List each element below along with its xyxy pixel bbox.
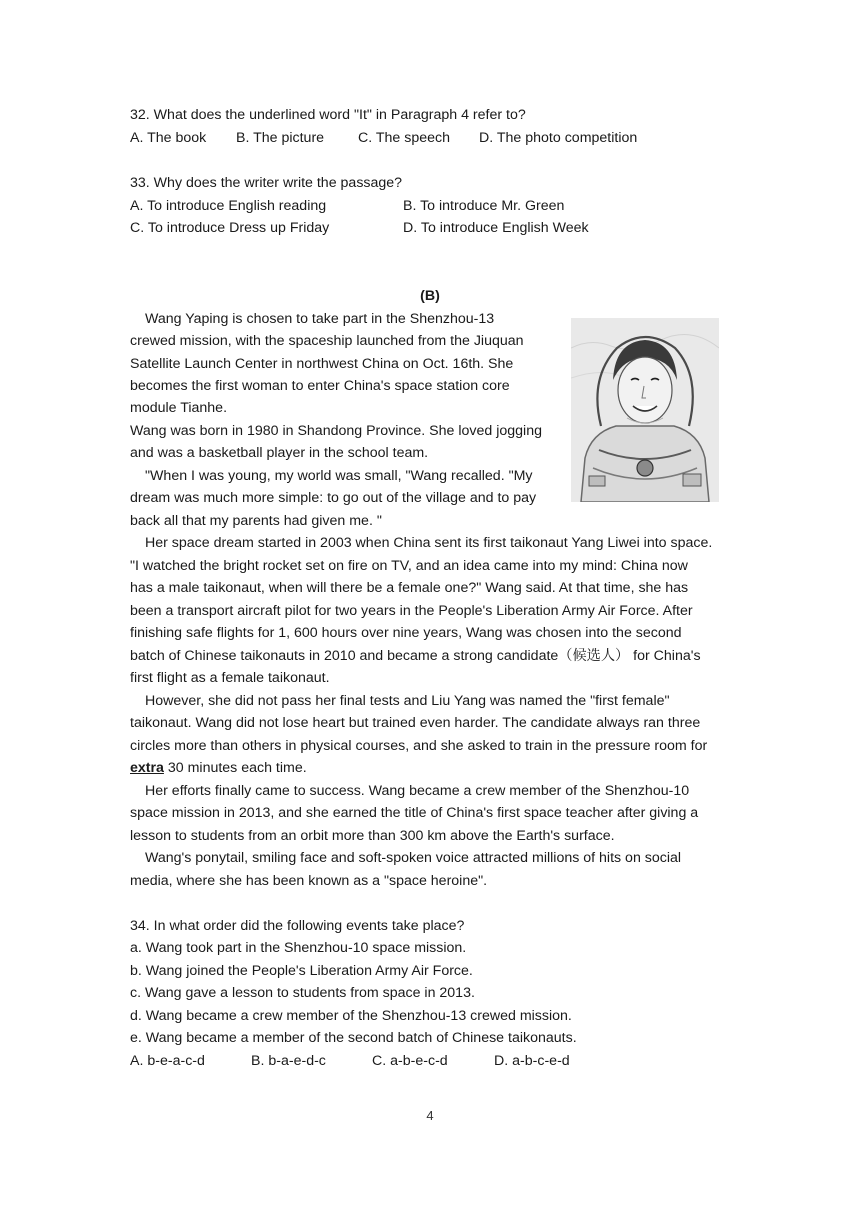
passage-line: Her efforts finally came to success. Wang became a crew member of the Shenzhou-10	[145, 783, 690, 799]
passage-line: finishing safe flights for 1, 600 hours over nine years, Wang was chosen into the second	[130, 625, 682, 641]
passage-line: circles more than others in physical courses, and she asked to train in the pressure room for	[130, 738, 708, 754]
q32-option-d: D. The photo competition	[479, 130, 638, 146]
passage-line: back all that my parents had given me. "	[130, 513, 382, 529]
passage-line: crewed mission, with the spaceship launched from the Jiuquan	[130, 333, 524, 349]
passage-line: has a male taikonaut, when will there be a female one?" Wang said. At that time, she has	[130, 580, 689, 596]
q34-option-c: C. a-b-e-c-d	[372, 1053, 448, 1069]
q34-option-a: A. b-e-a-c-d	[130, 1053, 205, 1069]
q34-event-e: e. Wang became a member of the second batch of Chinese taikonauts.	[130, 1030, 577, 1046]
q32-option-a: A. The book	[130, 130, 207, 146]
passage-line-extra	[130, 757, 307, 779]
passage-line: media, where she has been known as a "space heroine".	[130, 873, 488, 889]
q32-option-b: B. The picture	[236, 130, 325, 146]
q34-option-b: B. b-a-e-d-c	[251, 1053, 326, 1069]
passage-line: Satellite Launch Center in northwest China on Oct. 16th. She	[130, 356, 514, 372]
q33-option-a: A. To introduce English reading	[130, 198, 327, 214]
q33-option-c: C. To introduce Dress up Friday	[130, 220, 330, 236]
q33-option-b: B. To introduce Mr. Green	[403, 198, 565, 214]
question-32-text: 32. What does the underlined word "It" in Paragraph 4 refer to?	[130, 107, 526, 123]
underlined-word-extra: extra	[130, 760, 164, 776]
passage-line-extra-rest: 30 minutes each time.	[167, 760, 307, 776]
q34-option-d: D. a-b-c-e-d	[494, 1053, 570, 1069]
passage-line: module Tianhe.	[130, 400, 228, 416]
section-title: (B)	[420, 288, 440, 304]
passage-line: and was a basketball player in the school team.	[130, 445, 429, 461]
question-34-text: 34. In what order did the following events take place?	[130, 918, 465, 934]
passage-line: batch of Chinese taikonauts in 2010 and became a strong candidate（候选人） for China's	[130, 648, 701, 664]
passage-line: first flight as a female taikonaut.	[130, 670, 330, 686]
q34-event-c: c. Wang gave a lesson to students from space in 2013.	[130, 985, 475, 1001]
passage-line: been a transport aircraft pilot for two years in the People's Liberation Army Air Force. After	[130, 603, 693, 619]
passage-line: dream was much more simple: to go out of the village and to pay	[130, 490, 537, 506]
question-33-text: 33. Why does the writer write the passage?	[130, 175, 403, 191]
passage-line: However, she did not pass her final tests and Liu Yang was named the "first female"	[145, 693, 670, 709]
passage-line: Her space dream started in 2003 when China sent its first taikonaut Yang Liwei into space.	[145, 535, 713, 551]
q34-event-a: a. Wang took part in the Shenzhou-10 space mission.	[130, 940, 467, 956]
passage-line: lesson to students from an orbit more than 300 km above the Earth's surface.	[130, 828, 615, 844]
astronaut-photo	[571, 318, 719, 502]
passage-line: "I watched the bright rocket set on fire on TV, and an idea came into my mind: China now	[130, 558, 688, 574]
page-number: 4	[426, 1108, 434, 1123]
passage-line: Wang was born in 1980 in Shandong Province. She loved jogging	[130, 423, 542, 439]
passage-line: becomes the first woman to enter China's space station core	[130, 378, 510, 394]
passage-line: "When I was young, my world was small, "Wang recalled. "My	[145, 468, 533, 484]
passage-line: Wang Yaping is chosen to take part in the Shenzhou-13	[145, 311, 495, 327]
astronaut-illustration	[571, 318, 719, 502]
q34-event-b: b. Wang joined the People's Liberation Army Air Force.	[130, 963, 473, 979]
passage-line: space mission in 2013, and she earned the title of China's first space teacher after giving a	[130, 805, 699, 821]
q33-option-d: D. To introduce English Week	[403, 220, 589, 236]
passage-line: Wang's ponytail, smiling face and soft-spoken voice attracted millions of hits on social	[145, 850, 682, 866]
passage-line: taikonaut. Wang did not lose heart but trained even harder. The candidate always ran three	[130, 715, 701, 731]
q32-option-c: C. The speech	[358, 130, 451, 146]
q34-event-d: d. Wang became a crew member of the Shenzhou-13 crewed mission.	[130, 1008, 572, 1024]
